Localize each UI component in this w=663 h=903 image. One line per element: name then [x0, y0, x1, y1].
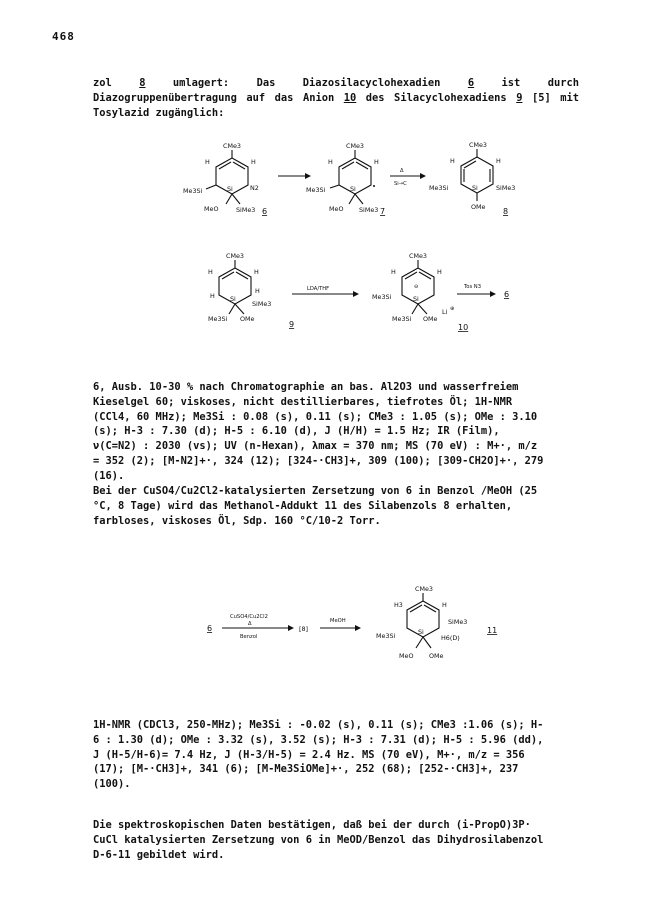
arrow-label-tosn3: Tos N3	[464, 284, 481, 290]
compound-label-10: 10	[458, 323, 469, 332]
text-line: Bei der CuSO4/Cu2Cl2-katalysierten Zersetzung von 6 in Benzol /MeOH (25	[93, 485, 538, 497]
data-line: (17); [M-·CH3]+, 341 (6); [M-Me3SiOMe]+·, 252 (68); [252-·CH3]+, 237	[93, 763, 519, 776]
label-me3si: Me3Si	[372, 293, 392, 301]
compound-label-11: 11	[487, 626, 498, 635]
label-si: Si	[472, 184, 478, 192]
data-line: J (H-5/H-6)= 7.4 Hz, J (H-3/H-5) = 2.4 Hz. MS (70 eV), M+·, m/z = 356	[93, 748, 525, 761]
compound-ref-6: 6	[467, 77, 475, 89]
label-h3: H3	[394, 601, 403, 609]
label-h: H	[328, 158, 333, 166]
label-h: H	[208, 268, 213, 276]
data-line: ν(C=N2) : 2030 (vs); UV (n-Hexan), λmax = 370 nm; MS (70 eV) : M+·, m/z	[93, 440, 538, 453]
label-h6d: H6(D)	[441, 634, 460, 642]
label-h: H	[205, 158, 210, 166]
label-h: H	[254, 268, 259, 276]
compound-label-9: 9	[289, 320, 295, 329]
label-cme3: CMe3	[469, 141, 487, 149]
label-h: H	[210, 292, 215, 300]
arrow-label-si-to-c: Si→C	[394, 181, 407, 187]
label-me3si: Me3Si	[183, 187, 203, 195]
label-h: H	[251, 158, 256, 166]
label-cme3: CMe3	[226, 252, 244, 260]
data-line: = 352 (2); [M-N2]+·, 324 (12); [324-·CH3]+, 309 (100); [309-CH2O]+·, 279	[93, 454, 544, 467]
label-cme3: CMe3	[415, 585, 433, 593]
label-minus: ⊖	[414, 284, 419, 290]
arrow-label-cuso4: CuSO4/Cu2Cl2	[230, 614, 268, 620]
data-line: 6 : 1.30 (d); OMe : 3.32 (s), 3.52 (s); H-3 : 7.31 (d); H-5 : 5.96 (dd),	[93, 733, 544, 746]
label-li: Li	[442, 308, 448, 316]
label-meo: MeO	[399, 652, 414, 660]
label-si: Si	[418, 628, 424, 636]
text-line: Die spektroskopischen Daten bestätigen, daß bei der durch (i-PropO)3P·	[93, 819, 531, 831]
label-cme3: CMe3	[409, 252, 427, 260]
compound-label-7: 7	[380, 207, 386, 216]
label-sime3: SiMe3	[236, 206, 256, 214]
compound-label-6: 6	[207, 624, 213, 633]
text-line: CuCl katalysierten Zersetzung von 6 in MeOD/Benzol das Dihydrosilabenzol	[93, 833, 544, 846]
label-sime3: SiMe3	[496, 184, 516, 192]
compound-ref-8: 8	[139, 77, 146, 89]
label-h: H	[391, 268, 396, 276]
intro-text: [5] mit Tosylazid zugänglich:	[93, 91, 580, 119]
compound-ref-10: 10	[343, 91, 357, 104]
data-line: (s); H-3 : 7.30 (d); H-5 : 6.10 (d), J (H/H) = 1.5 Hz; IR (Film),	[93, 425, 500, 438]
arrow-label-lda: LDA/THF	[307, 286, 330, 292]
arrow-label-delta: Δ	[400, 168, 404, 174]
text-line: °C, 8 Tage) wird das Methanol-Addukt 11 des Silabenzols 8 erhalten,	[93, 499, 513, 512]
page-number: 468	[52, 30, 75, 43]
compound-label-8: 8	[503, 207, 509, 216]
compound-label-6: 6	[504, 290, 510, 299]
label-h: H	[255, 287, 260, 295]
label-me3si: Me3Si	[376, 632, 396, 640]
conclusion-paragraph	[93, 818, 579, 862]
intermediate-label-8: [8]	[299, 625, 309, 633]
label-si: Si	[350, 185, 356, 193]
data-line: 1H-NMR (CDCl3, 250-MHz); Me3Si : -0.02 (s), 0.11 (s); CMe3 :1.06 (s); H-	[93, 719, 544, 731]
label-ome: OMe	[471, 203, 486, 211]
compound-label-6: 6	[262, 207, 268, 216]
intro-text: ist durch Diazogruppenübertragung auf das Anion	[93, 77, 580, 104]
label-ome: OMe	[423, 315, 438, 323]
arrow-label-delta: Δ	[248, 621, 252, 627]
label-ome: OMe	[429, 652, 444, 660]
label-sime3: SiMe3	[448, 618, 468, 626]
label-ome: OMe	[240, 315, 255, 323]
arrow-label-benzol: Benzol	[240, 634, 258, 640]
label-h: H	[374, 158, 379, 166]
label-sime3: SiMe3	[359, 206, 379, 214]
label-plus: ⊕	[450, 306, 455, 312]
compound-ref-9: 9	[516, 91, 523, 104]
text-line: farbloses, viskoses Öl, Sdp. 160 °C/10-2 Torr.	[93, 514, 381, 527]
data-line: 6, Ausb. 10-30 % nach Chromatographie an bas. Al2O3 und wasserfreiem	[93, 381, 519, 393]
intro-text: umlagert: Das Diazosilacyclohexadien	[145, 77, 468, 89]
intro-text: zol	[93, 77, 140, 89]
text-line: D-6-11 gebildet wird.	[93, 848, 225, 861]
structure-compound-11	[376, 585, 497, 660]
label-me3si: Me3Si	[429, 184, 449, 192]
label-n2: N2	[250, 184, 259, 192]
spectroscopic-data-11	[93, 718, 579, 792]
label-si: Si	[227, 185, 233, 193]
label-me3si: Me3Si	[208, 315, 228, 323]
arrow-label-meoh: MeOH	[330, 618, 346, 624]
data-line: (16).	[93, 469, 125, 482]
data-line: Kieselgel 60; viskoses, nicht destillierbares, tiefrotes Öl; 1H-NMR	[93, 395, 513, 408]
label-meo: MeO	[204, 205, 219, 213]
label-me3si: Me3Si	[306, 186, 326, 194]
intro-text: des Silacyclohexadiens	[356, 91, 517, 104]
label-cme3: CMe3	[346, 142, 364, 150]
label-h: H	[437, 268, 442, 276]
label-h: H	[496, 157, 501, 165]
data-line: (100).	[93, 778, 131, 791]
label-h: H	[442, 601, 447, 609]
label-si: Si	[413, 295, 419, 303]
data-line: (CCl4, 60 MHz); Me3Si : 0.08 (s), 0.11 (s); CMe3 : 1.05 (s); OMe : 3.10	[93, 410, 538, 423]
label-meo: MeO	[329, 205, 344, 213]
label-h: H	[450, 157, 455, 165]
label-me3si: Me3Si	[392, 315, 412, 323]
label-sime3: SiMe3	[252, 300, 272, 308]
label-cme3: CMe3	[223, 142, 241, 150]
label-si: Si	[230, 295, 236, 303]
